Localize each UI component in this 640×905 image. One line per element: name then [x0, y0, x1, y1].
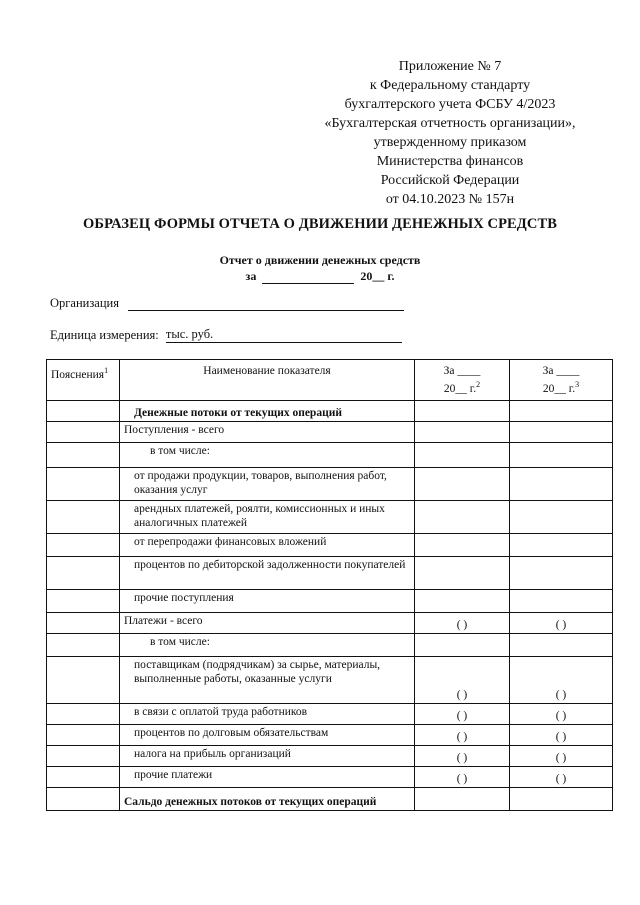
period-1-value — [415, 500, 510, 533]
table-row — [47, 500, 613, 533]
notes-cell — [47, 421, 120, 442]
appendix-block — [300, 57, 600, 209]
period-2-value — [510, 442, 613, 467]
period-2-value — [510, 556, 613, 589]
appendix-line: Министерства финансов — [376, 154, 524, 169]
table-row — [47, 633, 613, 656]
period-1-value — [415, 589, 510, 612]
period-2-value — [510, 533, 613, 556]
unit-underline — [166, 327, 402, 343]
period-1-value: ( ) — [415, 745, 510, 766]
indicator-cell: Сальдо денежных потоков от текущих операций — [120, 787, 415, 810]
period-1-value — [415, 400, 510, 421]
indicator-cell: от перепродажи финансовых вложений — [120, 533, 415, 556]
period-2-value: ( ) — [510, 703, 613, 724]
period-1-value — [415, 467, 510, 500]
period-2-value — [510, 787, 613, 810]
period-2-value — [510, 633, 613, 656]
period-1-value: ( ) — [415, 612, 510, 633]
period-2-value — [510, 500, 613, 533]
table-row — [47, 442, 613, 467]
table-header-row — [47, 360, 613, 401]
indicator-cell: от продажи продукции, товаров, выполнения работ, оказания услуг — [120, 467, 415, 500]
notes-cell — [47, 703, 120, 724]
period-1-value — [415, 533, 510, 556]
period-2-value: ( ) — [510, 766, 613, 787]
indicator-cell: процентов по дебиторской задолженности покупателей — [120, 556, 415, 589]
period-2-value: ( ) — [510, 656, 613, 703]
report-title: Отчет о движении денежных средств — [219, 253, 421, 267]
notes-cell — [47, 589, 120, 612]
appendix-line: бухгалтерского учета ФСБУ 4/2023 — [344, 97, 556, 112]
period-1-value: ( ) — [415, 656, 510, 703]
table-row — [47, 421, 613, 442]
indicator-cell: в том числе: — [120, 633, 415, 656]
indicator-cell: в связи с оплатой труда работников — [120, 703, 415, 724]
table-row — [47, 787, 613, 810]
form-title: ОБРАЗЕЦ ФОРМЫ ОТЧЕТА О ДВИЖЕНИИ ДЕНЕЖНЫХ СРЕДСТВ — [83, 216, 557, 232]
organization-blank-line — [128, 296, 404, 311]
unit-value: тыс. руб. — [165, 327, 214, 341]
table-row — [47, 533, 613, 556]
indicator-cell: прочие поступления — [120, 589, 415, 612]
period-2-value: ( ) — [510, 724, 613, 745]
organization-label: Организация — [50, 296, 119, 310]
period-1-value — [415, 421, 510, 442]
table-row — [47, 656, 613, 703]
notes-cell — [47, 745, 120, 766]
appendix-line: Российской Федерации — [380, 173, 520, 188]
table-row — [47, 612, 613, 633]
table-row — [47, 703, 613, 724]
indicator-cell: прочие платежи — [120, 766, 415, 787]
notes-cell — [47, 556, 120, 589]
header-notes: Пояснения$^1$ — [47, 360, 120, 401]
indicator-cell: арендных платежей, роялти, комиссионных и иных аналогичных платежей — [120, 500, 415, 533]
period-1-value: ( ) — [415, 766, 510, 787]
indicator-cell: в том числе: — [120, 442, 415, 467]
indicator-cell: налога на прибыль организаций — [120, 745, 415, 766]
notes-cell — [47, 442, 120, 467]
header-indicator: Наименование показателя — [120, 360, 415, 401]
period-1-value — [415, 633, 510, 656]
report-heading — [0, 252, 640, 284]
indicator-cell: Платежи - всего — [120, 612, 415, 633]
notes-cell — [47, 533, 120, 556]
period-1-value — [415, 787, 510, 810]
period-2-value — [510, 589, 613, 612]
cashflow-table — [46, 359, 613, 811]
appendix-line: к Федеральному стандарту — [369, 78, 531, 93]
header-period-2: За ____ 20__ г.$^3$ — [510, 360, 613, 401]
table-row — [47, 400, 613, 421]
indicator-cell: Денежные потоки от текущих операций — [120, 400, 415, 421]
period-1-value: ( ) — [415, 724, 510, 745]
indicator-cell: процентов по долговым обязательствам — [120, 724, 415, 745]
appendix-line: Приложение № 7 — [398, 59, 502, 74]
period-1-value — [415, 442, 510, 467]
appendix-line: от 04.10.2023 № 157н — [385, 192, 515, 207]
notes-cell — [47, 656, 120, 703]
table-row — [47, 745, 613, 766]
header-period-1: За ____ 20__ г.$^2$ — [415, 360, 510, 401]
table-row — [47, 467, 613, 500]
unit-field — [50, 327, 402, 343]
table-row — [47, 724, 613, 745]
table-row — [47, 589, 613, 612]
period-prefix: за — [245, 269, 257, 283]
period-blank-line — [262, 271, 354, 284]
period-2-value — [510, 421, 613, 442]
period-1-value: ( ) — [415, 703, 510, 724]
notes-cell — [47, 500, 120, 533]
notes-cell — [47, 467, 120, 500]
table-row — [47, 766, 613, 787]
appendix-line: «Бухгалтерская отчетность организации», — [324, 116, 576, 131]
table-row — [47, 556, 613, 589]
organization-field — [50, 296, 404, 311]
indicator-cell: поставщикам (подрядчикам) за сырье, материалы, выполненные работы, оказанные услуги — [120, 656, 415, 703]
period-2-value: ( ) — [510, 612, 613, 633]
notes-cell — [47, 400, 120, 421]
unit-label: Единица измерения: — [50, 328, 159, 342]
period-year: 20__ г. — [360, 269, 395, 283]
notes-cell — [47, 612, 120, 633]
indicator-cell: Поступления - всего — [120, 421, 415, 442]
notes-cell — [47, 724, 120, 745]
notes-cell — [47, 787, 120, 810]
period-2-value — [510, 400, 613, 421]
period-2-value: ( ) — [510, 745, 613, 766]
notes-cell — [47, 766, 120, 787]
period-2-value — [510, 467, 613, 500]
appendix-line: утвержденному приказом — [373, 135, 527, 150]
period-1-value — [415, 556, 510, 589]
notes-cell — [47, 633, 120, 656]
report-period — [0, 268, 640, 284]
